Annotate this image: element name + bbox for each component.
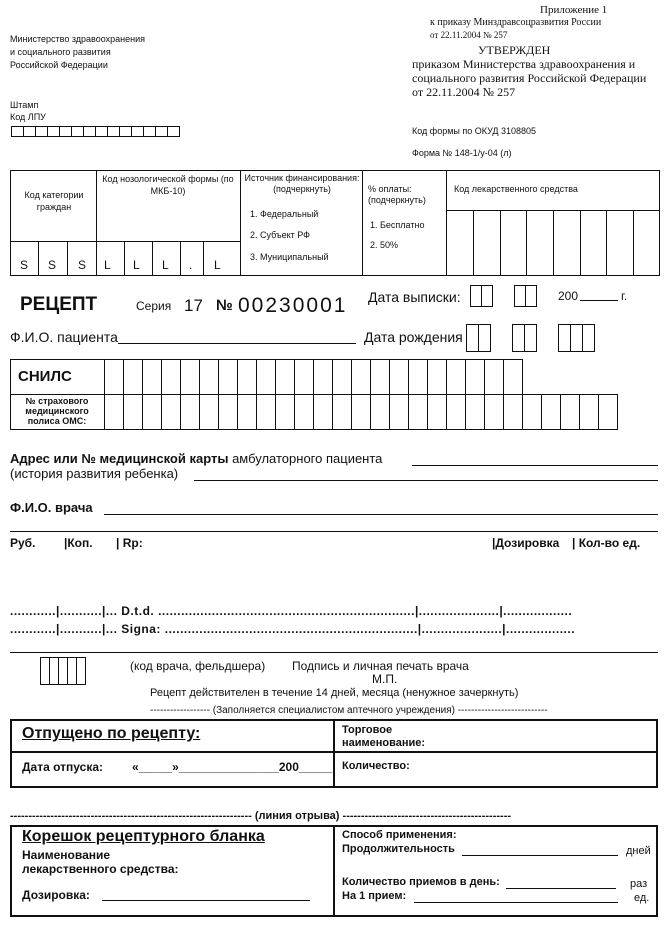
quantity-column: | Кол-во ед. <box>572 536 641 550</box>
payment-percent-label: % оплаты: (подчеркнуть) <box>368 184 426 205</box>
trade-name-line2: наименование: <box>342 737 426 749</box>
stub-times-unit: раз <box>630 878 648 890</box>
nosology-letter-1: L <box>104 258 111 272</box>
stub-title: Корешок рецептурного бланка <box>22 828 265 845</box>
payment-option-1[interactable]: 1. Бесплатно <box>370 220 425 230</box>
category-letter-3: S <box>78 258 87 272</box>
category-letter-2: S <box>48 258 57 272</box>
stub-drug-name-2: лекарственного средства: <box>22 862 179 876</box>
birth-month-cells[interactable] <box>512 324 536 352</box>
series-label: Серия <box>136 299 172 313</box>
stub-dosage-label: Дозировка: <box>22 888 90 902</box>
doctor-name-label: Ф.И.О. врача <box>10 500 93 515</box>
stub-per-dose-label: На 1 прием: <box>342 890 407 902</box>
nosology-dot: . <box>189 258 193 272</box>
dispensed-title: Отпущено по рецепту: <box>22 725 201 742</box>
lpu-code-label: Код ЛПУ <box>10 112 46 122</box>
ministry-line3: Российской Федерации <box>10 60 108 70</box>
signa-row[interactable]: ............|...........|... Signa: ..................................................................|.....................|.................. <box>10 622 576 636</box>
appendix-line1: Приложение 1 <box>540 4 608 16</box>
dispense-date-field[interactable]: «_____»_______________200_____ <box>132 760 333 774</box>
category-letter-1: S <box>20 258 29 272</box>
dispense-year: 200 <box>278 760 299 774</box>
stub-per-day-field[interactable] <box>506 888 616 889</box>
kop-column: |Коп. <box>64 536 93 550</box>
birth-date-label: Дата рождения <box>364 329 463 345</box>
nosology-letter-3: L <box>162 258 169 272</box>
dtd-row[interactable]: ............|...........|... D.t.d. ...................................................................|.....................|.................. <box>10 604 573 618</box>
approved-label: УТВЕРЖДЕН <box>478 43 551 57</box>
address-label <box>10 451 382 466</box>
snils-label: СНИЛС <box>18 368 72 385</box>
doctor-code-cells[interactable] <box>40 657 85 685</box>
pharmacy-note: ------------------ (Заполняется специалистом аптечного учреждения) --------------------------- <box>150 705 548 716</box>
oms-cells[interactable] <box>104 394 617 430</box>
stub-duration-field[interactable] <box>462 855 618 856</box>
stub-per-day-label: Количество приемов в день: <box>342 876 500 888</box>
stub-duration-label: Продолжительность <box>342 843 455 855</box>
snils-cells[interactable] <box>104 359 522 395</box>
stub-per-dose-field[interactable] <box>414 902 618 903</box>
rp-column: | Rp: <box>116 536 143 550</box>
birth-day-cells[interactable] <box>466 324 490 352</box>
drug-code-label: Код лекарственного средства <box>454 184 578 194</box>
ministry-line2: и социального развития <box>10 47 111 57</box>
okud-code: Код формы по ОКУД 3108805 <box>412 126 537 136</box>
stub-units-unit: ед. <box>634 892 650 904</box>
payment-option-2[interactable]: 2. 50% <box>370 240 399 250</box>
issue-year-prefix: 200 <box>558 289 579 303</box>
issue-year-suffix: г. <box>621 289 628 303</box>
signature-label: Подпись и личная печать врача <box>292 659 469 673</box>
stub-method-label: Способ применения: <box>342 829 457 841</box>
address-label-bold: Адрес или № медицинской карты <box>10 451 229 466</box>
nosology-letter-4: L <box>214 258 221 272</box>
ministry-line1: Министерство здравоохранения <box>10 34 145 44</box>
appendix-line3: от 22.11.2004 № 257 <box>430 30 508 40</box>
oms-label: № страхового медицинского полиса ОМС: <box>25 396 89 426</box>
stamp-mp: М.П. <box>372 672 398 686</box>
issue-month-cells[interactable] <box>514 285 536 307</box>
doctor-code-label: (код врача, фельдшера) <box>130 659 266 673</box>
dosage-column: |Дозировка <box>492 536 560 550</box>
recipe-title: РЕЦЕПТ <box>20 294 98 315</box>
history-field[interactable] <box>194 480 658 481</box>
finance-option-1[interactable]: 1. Федеральный <box>250 209 319 219</box>
approved-line3: от 22.11.2004 № 257 <box>412 85 516 99</box>
tear-line: ------------------------------------------------------------------ (линия отрыва) ---------------------------------------------- <box>10 810 512 822</box>
dispense-date-label: Дата отпуска: <box>22 760 103 774</box>
issue-date-label: Дата выписки: <box>368 289 461 305</box>
category-code-label: Код категории граждан <box>24 190 84 212</box>
form-number: Форма № 148-1/у-04 (л) <box>412 148 512 158</box>
appendix-line2: к приказу Минздравсоцразвития России <box>430 17 602 28</box>
date-open-quote: « <box>132 760 139 774</box>
number-sign: № <box>216 297 233 314</box>
stub-days-unit: дней <box>626 845 651 857</box>
finance-option-3[interactable]: 3. Муниципальный <box>250 252 329 262</box>
dispensed-quantity-label: Количество: <box>342 760 410 772</box>
doctor-name-field[interactable] <box>104 514 658 515</box>
approved-line1: приказом Министерства здравоохранения и <box>412 57 636 71</box>
pharmacy-note-text: (Заполняется специалистом аптечного учреждения) <box>212 705 455 716</box>
patient-name-field[interactable] <box>118 343 356 344</box>
address-label-rest: амбулаторного пациента <box>232 451 383 466</box>
address-field[interactable] <box>412 465 658 466</box>
birth-year-cells[interactable] <box>558 324 594 352</box>
nosology-letter-2: L <box>133 258 140 272</box>
stub-drug-name-1: Наименование <box>22 848 111 862</box>
nosology-code-label: Код нозологической формы (по МКБ-10) <box>102 174 234 196</box>
stub-dosage-field[interactable] <box>102 900 310 901</box>
finance-source-label: Источник финансирования: (подчеркнуть) <box>244 173 360 194</box>
trade-name-line1: Торговое <box>342 724 393 736</box>
finance-option-2[interactable]: 2. Субъект РФ <box>250 230 310 240</box>
series-value: 17 <box>184 296 203 315</box>
date-close-quote: » <box>172 760 179 774</box>
lpu-code-cells[interactable] <box>11 126 179 137</box>
dtd-label: D.t.d. <box>121 604 155 618</box>
stamp-label: Штамп <box>10 100 39 110</box>
history-label: (история развития ребенка) <box>10 466 179 481</box>
signa-label: Signa: <box>121 622 161 636</box>
issue-day-cells[interactable] <box>470 285 492 307</box>
validity-text: Рецепт действителен в течение 14 дней, месяца (ненужное зачеркнуть) <box>150 687 519 699</box>
recipe-number: 00230001 <box>238 294 348 317</box>
rub-column: Руб. <box>10 536 36 550</box>
patient-name-label: Ф.И.О. пациента <box>10 329 118 345</box>
tear-label: (линия отрыва) <box>254 810 340 822</box>
approved-line2: социального развития Российской Федерации <box>412 71 647 85</box>
